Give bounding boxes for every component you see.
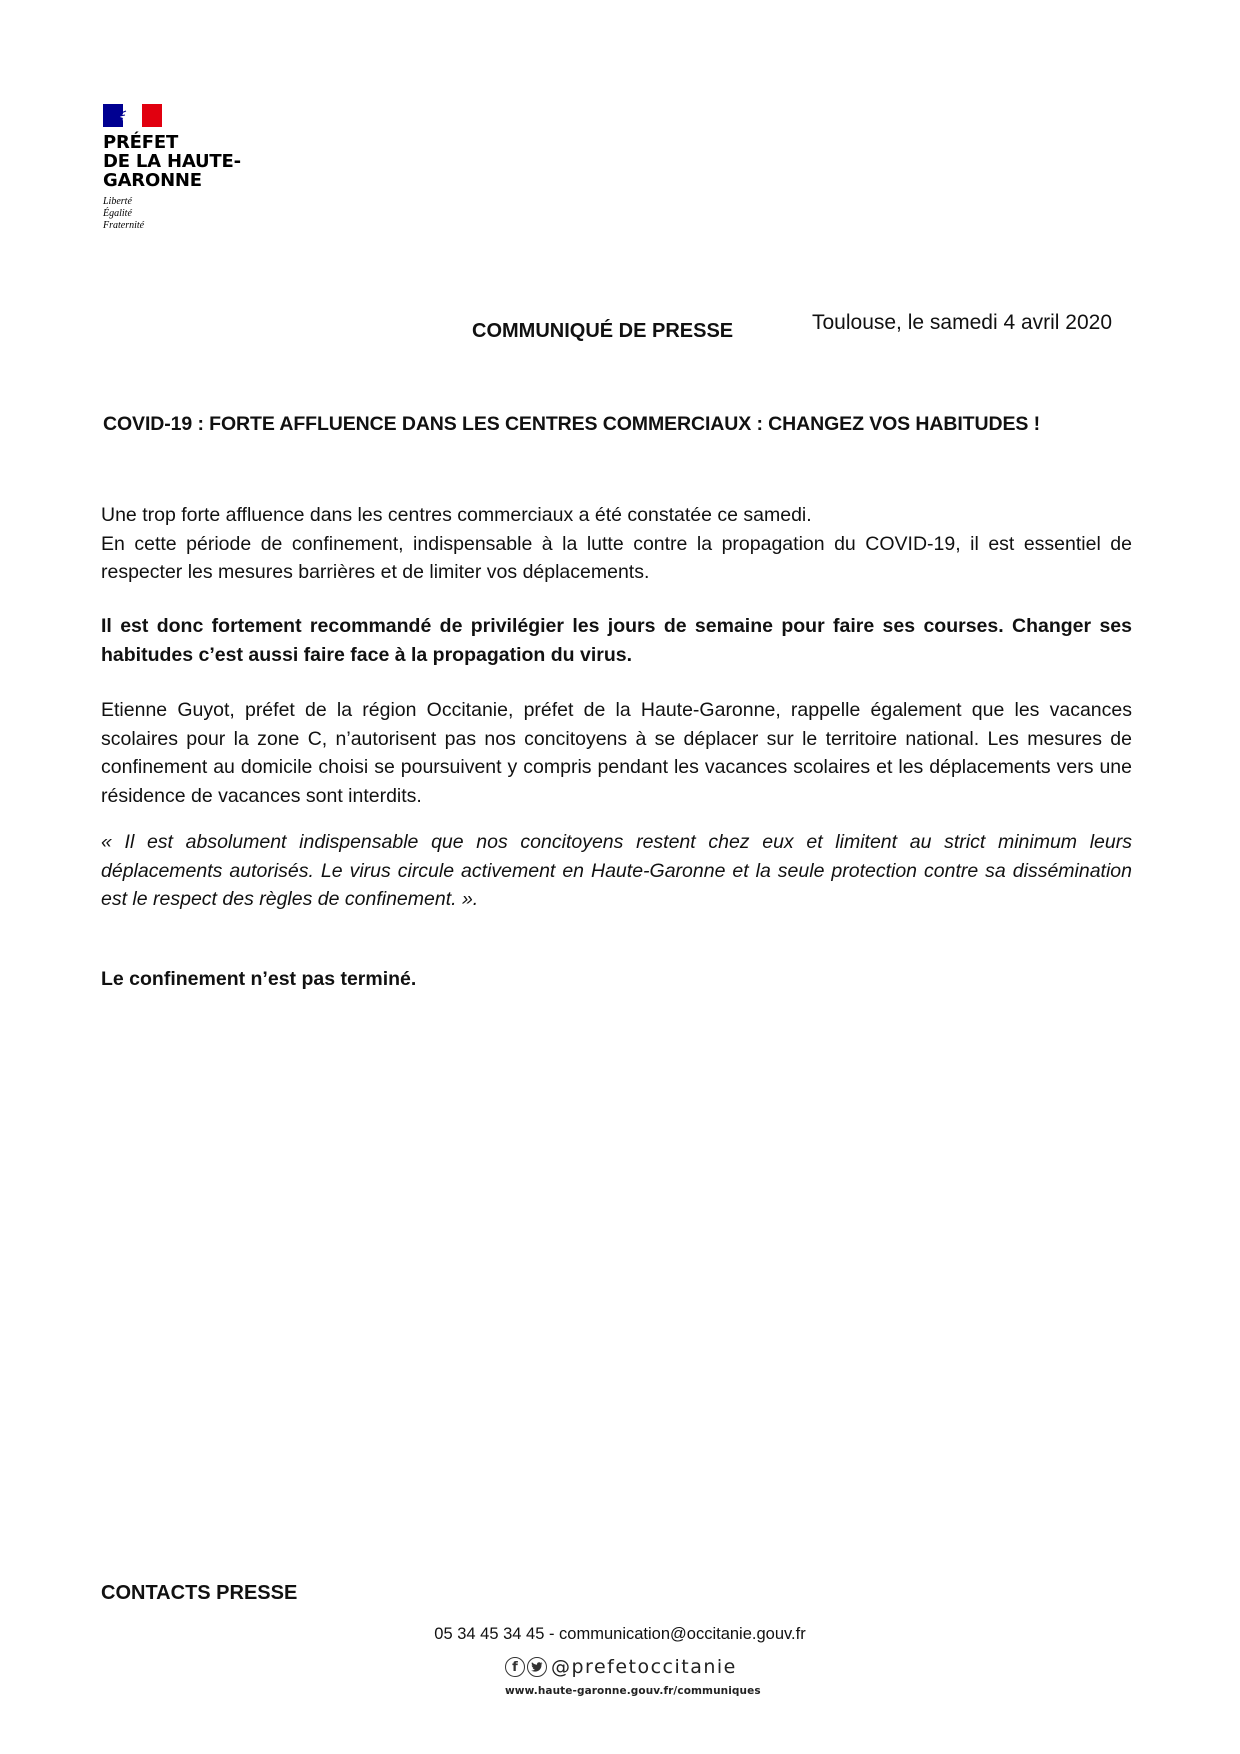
twitter-bird-icon	[531, 1662, 543, 1672]
prefecture-logo	[103, 104, 303, 232]
document-date: Toulouse, le samedi 4 avril 2020	[812, 311, 1113, 334]
republic-motto	[103, 196, 303, 232]
quote-paragraph	[101, 828, 1132, 914]
press-release-title: COVID-19 : FORTE AFFLUENCE DANS LES CENTRES COMMERCIAUX : CHANGEZ VOS HABITUDES !	[103, 413, 1040, 435]
motto-fraternite: Fraternité	[103, 220, 145, 231]
twitter-icon	[527, 1657, 547, 1677]
paragraph-3	[101, 696, 1132, 810]
paragraph-2	[101, 612, 1132, 669]
facebook-icon: f	[505, 1657, 525, 1677]
prefecture-name-line-2: DE LA HAUTE-	[103, 151, 241, 172]
quote-text: « Il est absolument indispensable que nos concitoyens restent chez eux et limitent au strict minimum leurs déplacements autorisés. Le virus circule activement en Haute-Garonne et la seule protection contre sa dissémination est le respect des règles de confinement. ».	[101, 831, 1132, 910]
contact-line: 05 34 45 34 45 - communication@occitanie.gouv.fr	[434, 1625, 806, 1643]
contacts-title: CONTACTS PRESSE	[101, 1582, 298, 1604]
prefecture-name-line-1: PRÉFET	[103, 132, 179, 153]
paragraph-1	[101, 501, 1132, 587]
motto-egalite: Égalité	[103, 208, 132, 219]
paragraph-3-text: Etienne Guyot, préfet de la région Occitanie, préfet de la Haute-Garonne, rappelle également que les vacances scolaires pour la zone C, n’autorisent pas nos concitoyens à se déplacer sur le territoire national. Les mesures de confinement au domicile choisi se poursuivent y compris pendant les vacances scolaires et les déplacements vers une résidence de vacances sont interdits.	[101, 699, 1132, 807]
closing-statement-text: Le confinement n’est pas terminé.	[101, 968, 417, 990]
prefecture-name	[103, 133, 303, 190]
social-media	[505, 1656, 737, 1678]
closing-statement	[101, 965, 1132, 994]
social-handle: @prefetoccitanie	[551, 1656, 737, 1678]
paragraph-1-line-1: Une trop forte affluence dans les centres commerciaux a été constatée ce samedi.	[101, 504, 812, 526]
marianne-profile-icon	[117, 104, 141, 127]
prefecture-name-line-3: GARONNE	[103, 170, 202, 191]
motto-liberte: Liberté	[103, 196, 132, 207]
marianne-flag-icon	[103, 104, 162, 127]
website-link: www.haute-garonne.gouv.fr/communiques	[505, 1685, 761, 1697]
paragraph-2-text: Il est donc fortement recommandé de privilégier les jours de semaine pour faire ses courses. Changer ses habitudes c’est aussi faire face à la propagation du virus.	[101, 615, 1132, 666]
paragraph-1-line-2: En cette période de confinement, indispensable à la lutte contre la propagation du COVID-19, il est essentiel de respecter les mesures barrières et de limiter vos déplacements.	[101, 532, 1132, 583]
document-type: COMMUNIQUÉ DE PRESSE	[472, 320, 734, 342]
